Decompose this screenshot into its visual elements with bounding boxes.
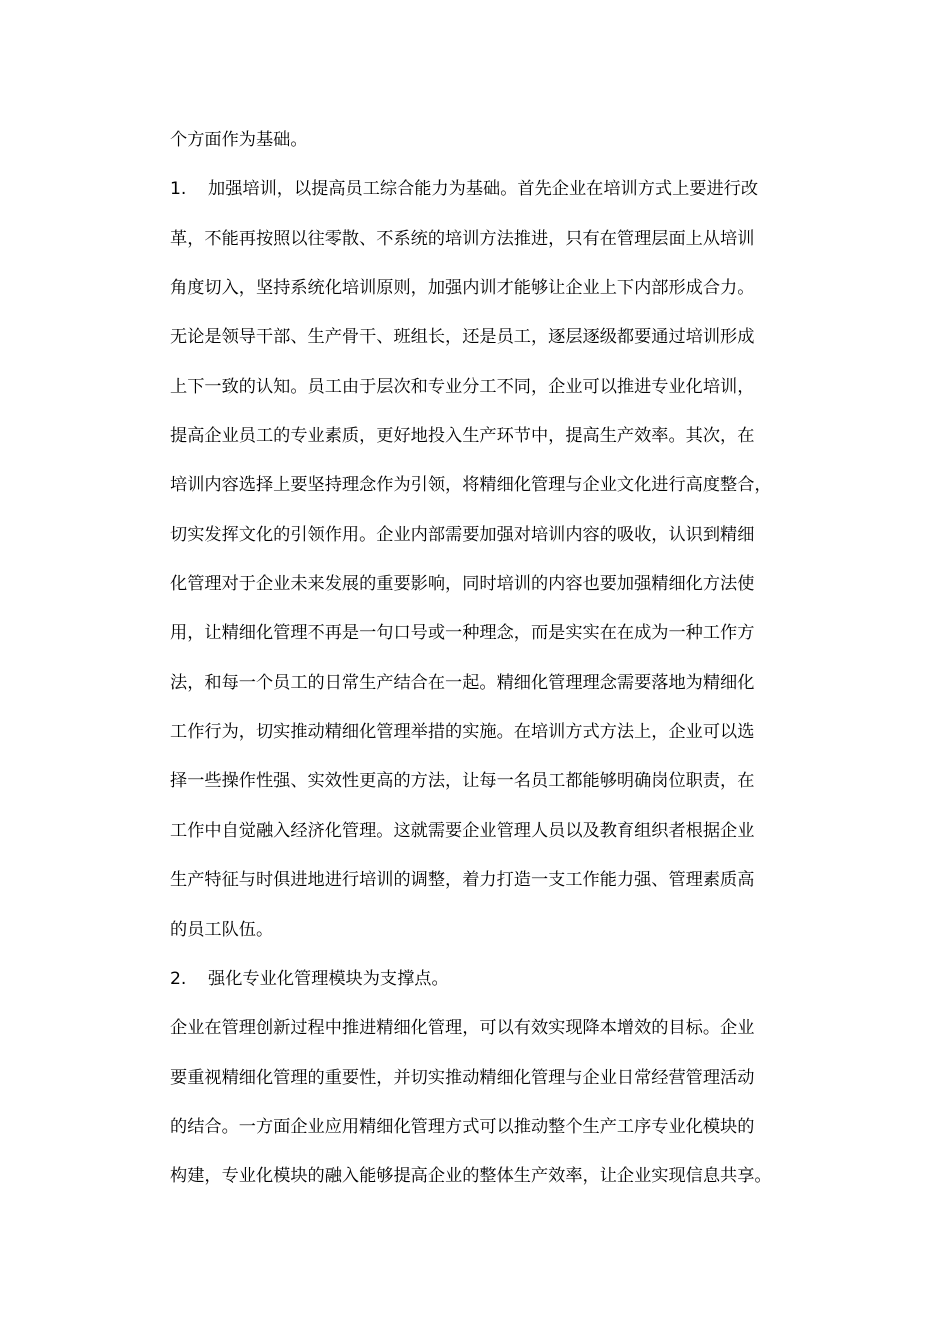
- text-line: 无论是领导干部、生产骨干、班组长，还是员工，逐层逐级都要通过培训形成: [170, 327, 755, 348]
- text-line: 个方面作为基础。: [170, 130, 308, 150]
- text-line: 角度切入，坚持系统化培训原则，加强内训才能够让企业上下内部形成合力。: [170, 278, 755, 299]
- text-line: 工作中自觉融入经济化管理。这就需要企业管理人员以及教育组织者根据企业: [170, 820, 755, 841]
- text-line: 提高企业员工的专业素质，更好地投入生产环节中，提高生产效率。其次，在: [170, 426, 755, 447]
- text-line: 切实发挥文化的引领作用。企业内部需要加强对培训内容的吸收，认识到精细: [170, 524, 755, 545]
- text-line: 工作行为，切实推动精细化管理举措的实施。在培训方式方法上，企业可以选: [170, 722, 755, 743]
- list-number: 1.: [170, 179, 187, 200]
- text-line: 上下一致的认知。员工由于层次和专业分工不同，企业可以推进专业化培训，: [170, 376, 755, 397]
- text-line: 化管理对于企业未来发展的重要影响，同时培训的内容也要加强精细化方法使: [170, 574, 755, 595]
- list-number: 2.: [170, 968, 187, 989]
- text-line: 要重视精细化管理的重要性，并切实推动精细化管理与企业日常经营管理活动: [170, 1067, 755, 1088]
- text-line: 革，不能再按照以往零散、不系统的培训方法推进，只有在管理层面上从培训: [170, 228, 755, 249]
- text-line: 构建，专业化模块的融入能够提高企业的整体生产效率，让企业实现信息共享。: [170, 1166, 772, 1187]
- text-line: 的员工队伍。: [170, 919, 274, 940]
- text-line: 择一些操作性强、实效性更高的方法，让每一名员工都能够明确岗位职责，在: [170, 771, 755, 792]
- text-line: 生产特征与时俱进地进行培训的调整，着力打造一支工作能力强、管理素质高: [170, 870, 755, 891]
- list-item-text: 加强培训，以提高员工综合能力为基础。首先企业在培训方式上要进行改: [208, 179, 759, 200]
- body-text: [170, 122, 830, 1208]
- text-line: 培训内容选择上要坚持理念作为引领，将精细化管理与企业文化进行高度整合，: [170, 475, 772, 496]
- list-item-2: [170, 961, 830, 1010]
- list-item-text: 强化专业化管理模块为支撑点。: [208, 968, 449, 989]
- text-line: 法，和每一个员工的日常生产结合在一起。精细化管理理念需要落地为精细化: [170, 672, 755, 693]
- text-line: 用，让精细化管理不再是一句口号或一种理念，而是实实在在成为一种工作方: [170, 623, 755, 644]
- list-item-1: [170, 171, 830, 220]
- text-line: 企业在管理创新过程中推进精细化管理，可以有效实现降本增效的目标。企业: [170, 1018, 755, 1039]
- text-line: 的结合。一方面企业应用精细化管理方式可以推动整个生产工序专业化模块的: [170, 1116, 755, 1137]
